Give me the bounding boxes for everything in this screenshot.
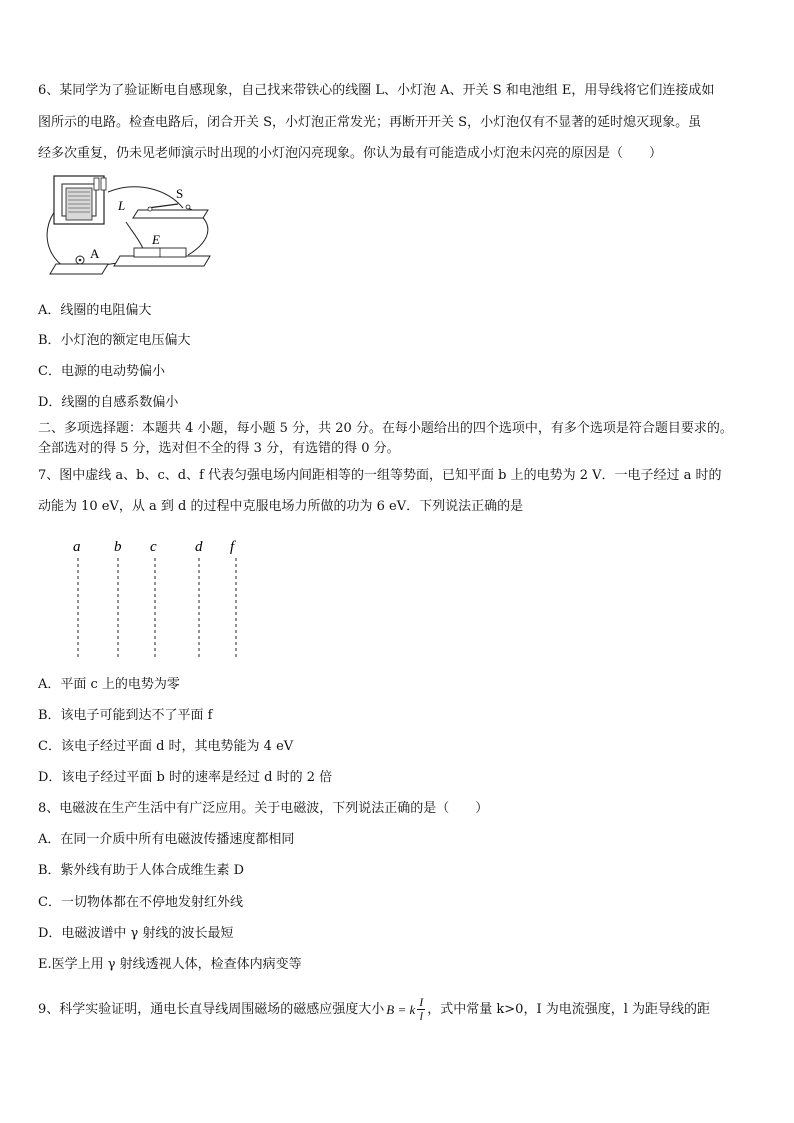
circuit-figure <box>38 170 218 282</box>
equipotential-figure <box>60 532 260 664</box>
plane-label-a: a <box>73 539 81 555</box>
q6-text-line-1: 6、某同学为了验证断电自感现象，自己找来带铁心的线圈 L、小灯泡 A、开关 S 和电池组 E，用导线将它们连接成如 <box>38 83 715 98</box>
plane-label-d: d <box>195 539 203 555</box>
q8-text-line-1: 8、电磁波在生产生活中有广泛应用。关于电磁波，下列说法正确的是（ ） <box>38 801 489 816</box>
q6-option-d: D．线圈的自感系数偏小 <box>38 395 179 410</box>
q7-option-b: B．该电子可能到达不了平面 f <box>38 708 213 723</box>
q8-option-c: C．一切物体都在不停地发射红外线 <box>38 895 243 910</box>
label-E: E <box>152 232 160 247</box>
plane-d <box>195 539 203 660</box>
q9-formula-numerator: I <box>419 995 424 1009</box>
plane-label-b: b <box>114 539 122 555</box>
q7-text-line-2: 动能为 10 eV，从 a 到 d 的过程中克服电场力所做的功为 6 eV．下列说法正确的是 <box>38 499 524 514</box>
q7-option-c: C．该电子经过平面 d 时，其电势能为 4 eV <box>38 739 294 754</box>
battery-E <box>114 248 210 266</box>
section-2-heading-line-1: 二、多项选择题：本题共 4 小题，每小题 5 分，共 20 分。在每小题给出的四个选项中，有多个选项是符合题目要求的。 <box>38 421 733 436</box>
plane-b <box>114 539 122 660</box>
coil-L <box>54 176 106 224</box>
plane-label-f: f <box>230 539 235 555</box>
q6-option-a: A．线圈的电阻偏大 <box>38 303 152 318</box>
q9-formula <box>386 996 425 1023</box>
q6-text-line-3: 经多次重复，仍未见老师演示时出现的小灯泡闪亮现象。你认为最有可能造成小灯泡未闪亮的原因是（ ） <box>38 146 663 161</box>
plane-a <box>73 539 81 660</box>
q8-option-d: D．电磁波谱中 γ 射线的波长最短 <box>38 926 234 941</box>
q7-option-a: A．平面 c 上的电势为零 <box>38 677 180 692</box>
q9-formula-denominator: l <box>419 1009 423 1023</box>
plane-label-c: c <box>150 539 157 555</box>
q6-option-c: C．电源的电动势偏小 <box>38 364 165 379</box>
q7-text-line-1: 7、图中虚线 a、b、c、d、f 代表匀强电场内间距相等的一组等势面，已知平面 b 上的电势为 2 V．一电子经过 a 时的 <box>38 468 722 483</box>
q7-option-d: D．该电子经过平面 b 时的速率是经过 d 时的 2 倍 <box>38 770 333 785</box>
switch-S <box>133 204 208 218</box>
q9-suffix: ，式中常量 k>0，I 为电流强度，l 为距导线的距 <box>427 1001 710 1017</box>
label-S: S <box>176 186 184 201</box>
plane-c <box>150 539 157 660</box>
q9-prefix: 9、科学实验证明，通电长直导线周围磁场的磁感应强度大小 <box>38 1001 385 1017</box>
label-L: L <box>118 198 126 213</box>
q6-text-line-2: 图所示的电路。检查电路后，闭合开关 S，小灯泡正常发光；再断开开关 S，小灯泡仅有不显著的延时熄灭现象。虽 <box>38 115 702 130</box>
plane-f <box>230 539 236 660</box>
q9-formula-lhs: B = k <box>386 1001 416 1017</box>
q9-formula-fraction <box>417 996 425 1023</box>
section-2-heading-line-2: 全部选对的得 5 分，选对但不全的得 3 分，有选错的得 0 分。 <box>38 441 400 456</box>
q9-text-line-1 <box>38 996 710 1023</box>
q8-option-e: E.医学上用 γ 射线透视人体，检查体内病变等 <box>38 957 302 972</box>
q6-option-b: B．小灯泡的额定电压偏大 <box>38 333 191 348</box>
q8-option-a: A．在同一介质中所有电磁波传播速度都相同 <box>38 832 295 847</box>
label-A: A <box>90 246 100 261</box>
q8-option-b: B．紫外线有助于人体合成维生素 D <box>38 863 245 878</box>
